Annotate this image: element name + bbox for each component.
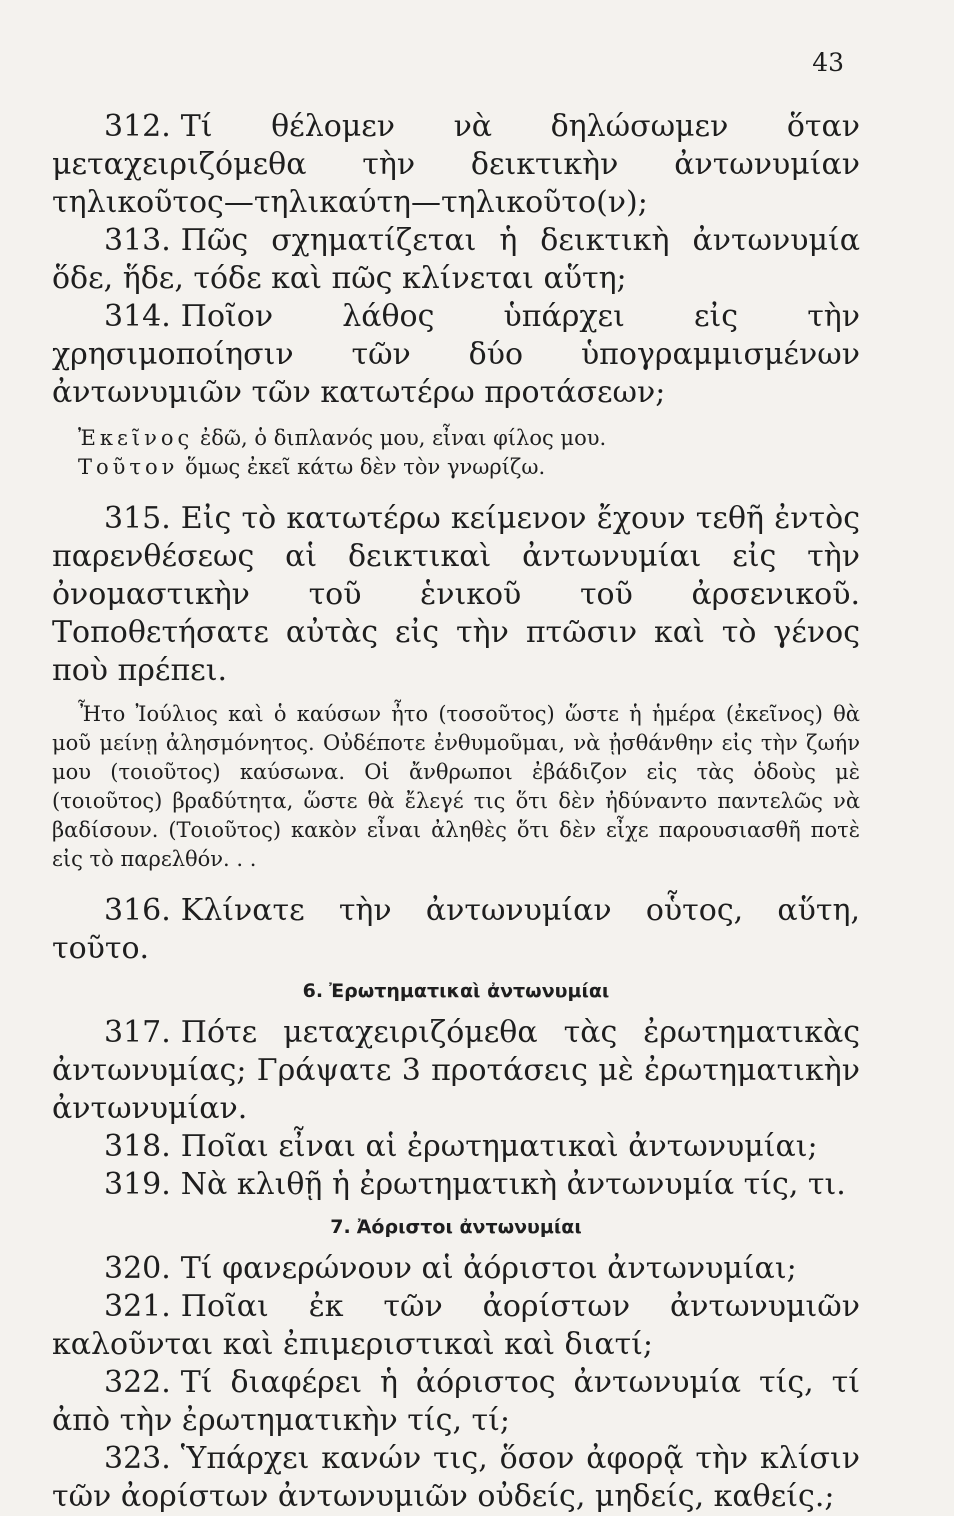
question-text: Κλίνατε τὴν ἀντωνυμίαν οὗτος, αὕτη, τοῦτο. [52, 893, 860, 966]
example-text: ὅμως ἐκεῖ κάτω δὲν τὸν γνωρίζω. [178, 455, 546, 479]
question-312 [52, 108, 860, 222]
question-313 [52, 222, 860, 298]
question-text: Εἰς τὸ κατωτέρω κείμενον ἔχουν τεθῆ ἐντὸς παρενθέσεως αἱ δεικτικαὶ ἀντωνυμίαι εἰς τὴν ὀνομαστικὴν τοῦ ἑνικοῦ τοῦ ἀρσενικοῦ. Τοποθετήσατε αὐτὰς εἰς τὴν πτῶσιν καὶ τὸ γένος ποὺ πρέπει. [52, 501, 860, 688]
section-number: 7. [330, 1216, 351, 1238]
question-number: 320. [104, 1251, 171, 1286]
spaced-word: Ἐκεῖνος [78, 426, 194, 450]
question-320 [52, 1250, 860, 1288]
question-number: 321. [104, 1289, 171, 1324]
question-315 [52, 500, 860, 690]
question-321 [52, 1288, 860, 1364]
question-text: Τί θέλομεν νὰ δηλώσωμεν ὅταν μεταχειριζόμεθα τὴν δεικτικὴν ἀντωνυμίαν τηλικοῦτος—τηλικαύτη—τηλικοῦτο(ν); [52, 109, 860, 220]
question-number: 316. [104, 893, 171, 928]
question-number: 317. [104, 1015, 171, 1050]
question-317 [52, 1014, 860, 1128]
section-heading-6 [52, 978, 860, 1004]
section-heading-7 [52, 1214, 860, 1240]
question-322 [52, 1364, 860, 1440]
question-text: Ποῖαι εἶναι αἱ ἐρωτηματικαὶ ἀντωνυμίαι; [180, 1129, 818, 1164]
question-text: Ποῖον λάθος ὑπάρχει εἰς τὴν χρησιμοποίησιν τῶν δύο ὑπογραμμισμένων ἀντωνυμιῶν τῶν κατωτέρω προτάσεων; [52, 299, 860, 410]
question-text: Πότε μεταχειριζόμεθα τὰς ἐρωτηματικὰς ἀντωνυμίας; Γράψατε 3 προτάσεις μὲ ἐρωτηματικὴν ἀντωνυμίαν. [52, 1015, 860, 1126]
question-text: Ὑπάρχει κανών τις, ὅσον ἀφορᾷ τὴν κλίσιν τῶν ἀορίστων ἀντωνυμιῶν οὐδείς, μηδείς, καθείς.; [52, 1441, 860, 1514]
question-314 [52, 298, 860, 412]
question-number: 322. [104, 1365, 171, 1400]
question-number: 314. [104, 299, 171, 334]
question-number: 318. [104, 1129, 171, 1164]
question-number: 319. [104, 1167, 171, 1202]
section-title: Ἀόριστοι ἀντωνυμίαι [356, 1216, 582, 1238]
question-number: 323. [104, 1441, 171, 1476]
question-number: 315. [104, 501, 171, 536]
question-316 [52, 892, 860, 968]
section-number: 6. [302, 980, 324, 1002]
question-number: 313. [104, 223, 171, 258]
example-text: ἐδῶ, ὁ διπλανός μου, εἶναι φίλος μου. [193, 426, 607, 450]
page-number: 43 [812, 48, 844, 77]
example-314-line-1 [52, 424, 860, 453]
page-body [52, 108, 860, 1516]
section-title: Ἐρωτηματικαὶ ἀντωνυμίαι [329, 980, 610, 1002]
question-318 [52, 1128, 860, 1166]
question-323 [52, 1440, 860, 1516]
question-319 [52, 1166, 860, 1204]
question-text: Ποῖαι ἐκ τῶν ἀορίστων ἀντωνυμιῶν καλοῦνται καὶ ἐπιμεριστικαὶ καὶ διατί; [52, 1289, 860, 1362]
question-text: Τί διαφέρει ἡ ἀόριστος ἀντωνυμία τίς, τί ἀπὸ τὴν ἐρωτηματικὴν τίς, τί; [52, 1365, 860, 1438]
question-text: Νὰ κλιθῇ ἡ ἐρωτηματικὴ ἀντωνυμία τίς, τι. [180, 1167, 846, 1202]
question-text: Πῶς σχηματίζεται ἡ δεικτικὴ ἀντωνυμία ὅδε, ἥδε, τόδε καὶ πῶς κλίνεται αὕτη; [52, 223, 860, 296]
exercise-text-315: Ἦτο Ἰούλιος καὶ ὁ καύσων ἦτο (τοσοῦτος) ὥστε ἡ ἡμέρα (ἐκεῖνος) θὰ μοῦ μείνῃ ἀλησμόνητος. Οὐδέποτε ἐνθυμοῦμαι, νὰ ᾐσθάνθην εἰς τὴν ζωήν μου (τοιοῦτος) καύσωνα. Οἱ ἄνθρωποι ἐβάδιζον εἰς τὰς ὁδοὺς μὲ (τοιοῦτος) βραδύτητα, ὥστε θὰ ἔλεγέ τις ὅτι δὲν ἠδύναντο παντελῶς νὰ βαδίσουν. (Τοιοῦτος) κακὸν εἶναι ἀληθὲς ὅτι δὲν εἶχε παρουσιασθῆ ποτὲ εἰς τὸ παρελθόν. . . [52, 702, 860, 871]
question-text: Τί φανερώνουν αἱ ἀόριστοι ἀντωνυμίαι; [180, 1251, 797, 1286]
spaced-word: Τοῦτον [78, 455, 179, 479]
question-number: 312. [104, 109, 171, 144]
example-314-line-2 [52, 453, 860, 482]
